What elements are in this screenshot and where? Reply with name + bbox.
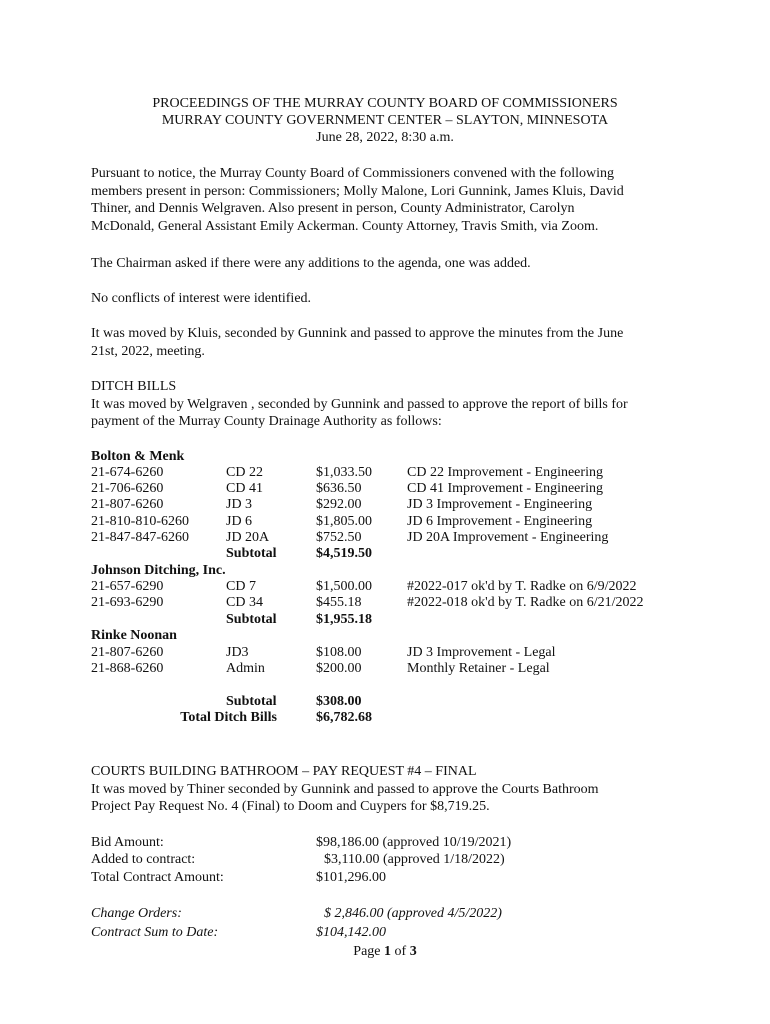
vendor-heading	[91, 449, 691, 466]
table-row	[91, 661, 691, 678]
added-contract-value: $3,110.00 (approved 1/18/2022)	[324, 852, 505, 867]
change-orders-value: $ 2,846.00 (approved 4/5/2022)	[324, 906, 502, 921]
amount: $200.00	[316, 661, 362, 676]
amount: $1,500.00	[316, 579, 372, 594]
ditch-bills-line: It was moved by Welgraven , seconded by Gunnink and passed to approve the report of bills for	[91, 396, 628, 412]
table-row	[91, 645, 691, 662]
amount: $292.00	[316, 497, 362, 512]
attendance-line: Pursuant to notice, the Murray County Board of Commissioners convened with the following	[91, 166, 614, 181]
account-number: 21-657-6290	[91, 579, 164, 594]
account-number: 21-674-6260	[91, 465, 164, 480]
description: CD 41 Improvement - Engineering	[407, 481, 603, 496]
page-footer	[0, 944, 770, 960]
table-row	[91, 497, 691, 514]
ditch-code: CD 34	[226, 595, 263, 610]
courts-line: Project Pay Request No. 4 (Final) to Doom and Cuypers for $8,719.25.	[91, 799, 490, 815]
description: #2022-017 ok'd by T. Radke on 6/9/2022	[407, 579, 637, 594]
total-label: Total Ditch Bills	[180, 710, 277, 725]
vendor-name: Rinke Noonan	[91, 628, 177, 643]
description: Monthly Retainer - Legal	[407, 661, 550, 676]
subtotal-label: Subtotal	[226, 612, 277, 627]
courts-heading: COURTS BUILDING BATHROOM – PAY REQUEST #4 – FINAL	[91, 764, 477, 779]
total-contract-value: $101,296.00	[316, 870, 386, 885]
subtotal-label: Subtotal	[226, 546, 277, 561]
ditch-code: CD 22	[226, 465, 263, 480]
description: JD 20A Improvement - Engineering	[407, 530, 609, 545]
minutes-line: It was moved by Kluis, seconded by Gunnink and passed to approve the minutes from the June	[91, 326, 624, 341]
description: JD 3 Improvement - Legal	[407, 645, 556, 660]
ditch-code: JD 6	[226, 514, 253, 529]
subtotal-label: Subtotal	[226, 694, 277, 709]
account-number: 21-810-810-6260	[91, 514, 189, 529]
ditch-code: JD 3	[226, 497, 253, 512]
total-amount: $6,782.68	[316, 710, 372, 725]
contract-row	[91, 925, 691, 942]
attendance-paragraph	[91, 165, 681, 235]
account-number: 21-807-6260	[91, 645, 164, 660]
vendor-name: Johnson Ditching, Inc.	[91, 563, 226, 578]
table-row	[91, 579, 691, 596]
ditch-bills-section	[91, 378, 681, 431]
amount: $108.00	[316, 645, 362, 660]
ditch-code: CD 41	[226, 481, 263, 496]
minutes-line: 21st, 2022, meeting.	[91, 343, 205, 359]
amount: $1,805.00	[316, 514, 372, 529]
agenda-paragraph: The Chairman asked if there were any additions to the agenda, one was added.	[91, 256, 531, 271]
page-total: 3	[409, 944, 417, 959]
attendance-line: members present in person: Commissioners; Molly Malone, Lori Gunnink, James Kluis, David	[91, 183, 624, 199]
contract-row	[91, 870, 691, 887]
header-title-line2: MURRAY COUNTY GOVERNMENT CENTER – SLAYTON, MINNESOTA	[161, 113, 609, 128]
subtotal-amount: $308.00	[316, 694, 362, 709]
of-word: of	[394, 944, 407, 959]
amount: $455.18	[316, 595, 362, 610]
bid-amount-value: $98,186.00 (approved 10/19/2021)	[316, 835, 512, 850]
vendor-heading	[91, 563, 691, 580]
total-row	[91, 710, 691, 727]
account-number: 21-807-6260	[91, 497, 164, 512]
attendance-line: McDonald, General Assistant Emily Ackerman. County Attorney, Travis Smith, via Zoom.	[91, 218, 599, 234]
change-orders-label: Change Orders:	[91, 906, 182, 921]
conflicts-paragraph: No conflicts of interest were identified.	[91, 291, 312, 306]
contract-row	[91, 852, 691, 869]
page-word: Page	[353, 944, 381, 959]
account-number: 21-868-6260	[91, 661, 164, 676]
subtotal-row	[91, 694, 691, 711]
ditch-bills-heading: DITCH BILLS	[91, 379, 177, 394]
contract-row	[91, 835, 691, 852]
contract-row	[91, 906, 691, 923]
amount: $752.50	[316, 530, 362, 545]
page-number: 1	[384, 944, 392, 959]
subtotal-amount: $1,955.18	[316, 612, 372, 627]
courts-section	[91, 763, 681, 816]
table-row	[91, 530, 691, 547]
contract-sum-value: $104,142.00	[316, 925, 386, 940]
header-title-line1: PROCEEDINGS OF THE MURRAY COUNTY BOARD OF COMMISSIONERS	[152, 96, 618, 111]
subtotal-row	[91, 546, 691, 563]
table-row	[91, 465, 691, 482]
table-row	[91, 514, 691, 531]
ditch-code: JD 20A	[226, 530, 270, 545]
contract-sum-label: Contract Sum to Date:	[91, 925, 219, 940]
bid-amount-label: Bid Amount:	[91, 835, 164, 850]
attendance-line: Thiner, and Dennis Welgraven. Also present in person, County Administrator, Carolyn	[91, 201, 575, 217]
description: JD 6 Improvement - Engineering	[407, 514, 593, 529]
description: JD 3 Improvement - Engineering	[407, 497, 593, 512]
ditch-code: JD3	[226, 645, 249, 660]
amount: $636.50	[316, 481, 362, 496]
courts-line: It was moved by Thiner seconded by Gunnink and passed to approve the Courts Bathroom	[91, 781, 599, 797]
account-number: 21-706-6260	[91, 481, 164, 496]
ditch-code: Admin	[226, 661, 265, 676]
vendor-heading	[91, 628, 691, 645]
subtotal-amount: $4,519.50	[316, 546, 372, 561]
account-number: 21-693-6290	[91, 595, 164, 610]
added-contract-label: Added to contract:	[91, 852, 196, 867]
minutes-paragraph	[91, 325, 681, 360]
account-number: 21-847-847-6260	[91, 530, 189, 545]
description: #2022-018 ok'd by T. Radke on 6/21/2022	[407, 595, 644, 610]
description: CD 22 Improvement - Engineering	[407, 465, 603, 480]
ditch-code: CD 7	[226, 579, 256, 594]
header-date: June 28, 2022, 8:30 a.m.	[316, 130, 454, 145]
table-row	[91, 481, 691, 498]
table-row	[91, 595, 691, 612]
total-contract-label: Total Contract Amount:	[91, 870, 224, 885]
vendor-name: Bolton & Menk	[91, 449, 185, 464]
amount: $1,033.50	[316, 465, 372, 480]
ditch-bills-line: payment of the Murray County Drainage Authority as follows:	[91, 414, 442, 430]
subtotal-row	[91, 612, 691, 629]
